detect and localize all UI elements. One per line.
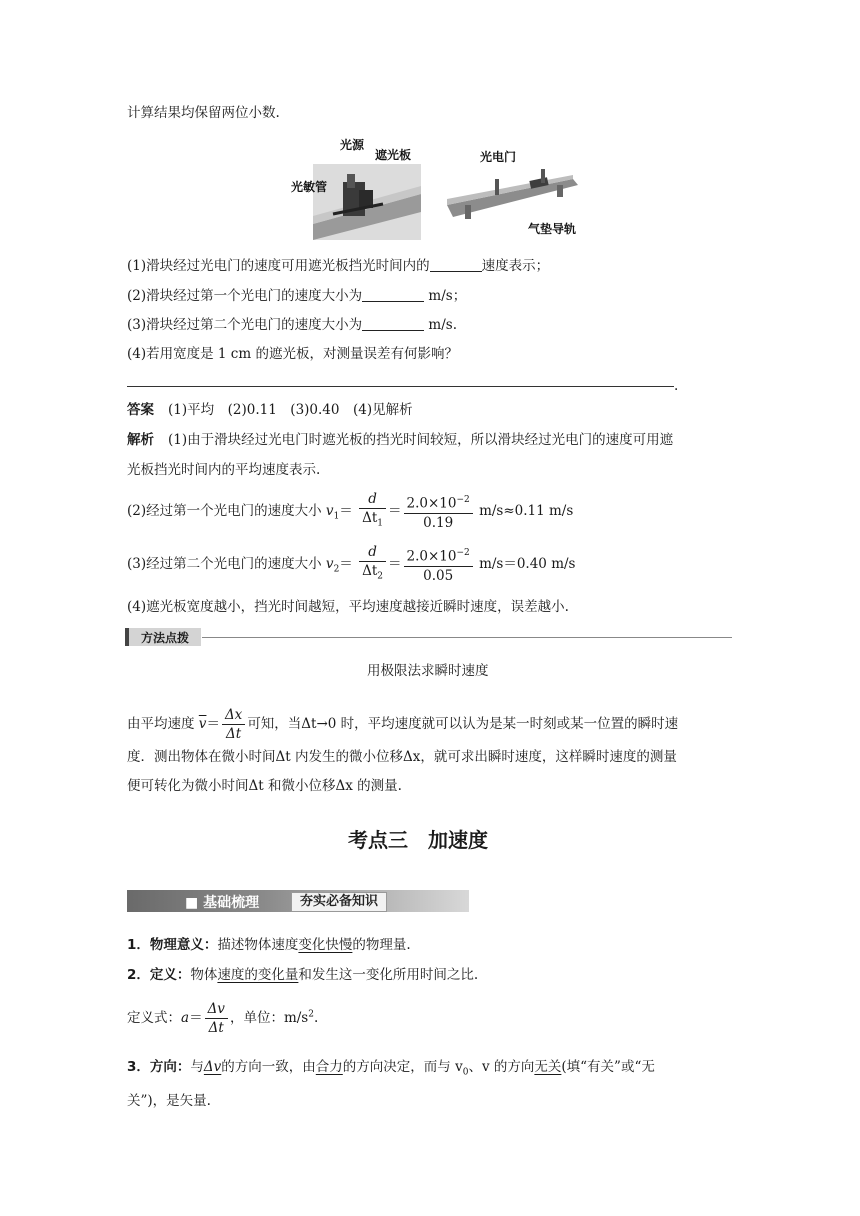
point-2: 2．定义：物体速度的变化量和发生这一变化所用时间之比. <box>127 967 479 983</box>
question-4: (4)若用宽度是 1 cm 的遮光板，对测量误差有何影响？ <box>127 346 458 362</box>
method-paragraph-1: 由平均速度 $\overline{v}=$ $\frac{\Delta x}{\Delta t}$ 可知，当Δt→0 时，平均速度就可以认为是某一时刻或某一位置的瞬时速 <box>127 707 679 742</box>
point-1: 1．物理意义：描述物体速度变化快慢的物理量. <box>127 937 411 953</box>
analysis-line-3: (2)经过第一个光电门的速度大小 $v_1=$ $\frac{d}{\Delta t_1}$ ＝ $\frac{2.0\times 10^{-2}}{0.19}$ m/s≈0.11 m/s <box>127 490 573 533</box>
answer-row: 答案 (1)平均 (2)0.11 (3)0.40 (4)见解析 <box>127 402 413 418</box>
air-track-photo <box>445 165 580 225</box>
fraction-value-2: $\frac{2.0\times 10^{-2}}{0.05}$ <box>404 544 473 585</box>
method-title: 用极限法求瞬时速度 <box>367 663 489 679</box>
definition-formula: 定义式：a＝ $\frac{\Delta v}{\Delta t}$ ，单位：$m/s^2$. <box>127 1001 319 1036</box>
analysis-line-2: 光板挡光时间内的平均速度表示. <box>127 462 321 478</box>
intro-line: 计算结果均保留两位小数. <box>127 105 280 121</box>
question-1: (1)滑块经过光电门的速度可用遮光板挡光时间内的 速度表示； <box>127 258 550 274</box>
fraction-d-over-dt1: $\frac{d}{\Delta t_1}$ <box>359 490 386 533</box>
point-3: 3．方向：与Δv的方向一致，由合力的方向决定，而与 $v_0$、v 的方向无关(填“有关”或“无 <box>127 1059 655 1078</box>
photoelectric-sensor-photo <box>313 164 421 240</box>
section-title: 考点三 加速度 <box>348 828 488 852</box>
fraction-dx-over-dt: $\frac{\Delta x}{\Delta t}$ <box>222 706 245 743</box>
fraction-d-over-dt2: $\frac{d}{\Delta t_2}$ <box>359 543 386 586</box>
label-shading-plate: 遮光板 <box>375 148 412 162</box>
analysis-line-1: 解析 (1)由于滑块经过光电门时遮光板的挡光时间较短，所以滑块经过光电门的速度可用遮 <box>127 432 674 448</box>
analysis-line-4: (3)经过第二个光电门的速度大小 $v_2=$ $\frac{d}{\Delta t_2}$ ＝ $\frac{2.0\times 10^{-2}}{0.05}$ m/s＝0.40 m/s <box>127 543 575 586</box>
fraction-dv-over-dt: $\frac{\Delta v}{\Delta t}$ <box>205 1000 228 1037</box>
label-photosensitive-tube: 光敏管 <box>291 180 328 194</box>
method-paragraph-2: 度．测出物体在微小时间Δt 内发生的微小位移Δx，就可求出瞬时速度，这样瞬时速度的测量 <box>127 749 677 765</box>
answer-blank <box>430 257 482 272</box>
question-2: (2)滑块经过第一个光电门的速度大小为 m/s； <box>127 288 467 304</box>
question-3: (3)滑块经过第二个光电门的速度大小为 m/s. <box>127 317 457 333</box>
method-paragraph-3: 便可转化为微小时间Δt 和微小位移Δx 的测量. <box>127 778 402 794</box>
point-3-continued: 关”)，是矢量. <box>127 1093 211 1109</box>
label-air-track: 气垫导轨 <box>528 222 577 236</box>
analysis-line-5: (4)遮光板宽度越小，挡光时间越短，平均速度越接近瞬时速度，误差越小. <box>127 599 569 615</box>
answer-blank <box>362 287 424 302</box>
method-tag-marker <box>125 628 129 646</box>
label-light-source: 光源 <box>340 138 365 152</box>
answer-blank <box>362 316 424 331</box>
answer-line-end: . <box>674 378 679 394</box>
label-photogate: 光电门 <box>480 150 517 164</box>
method-tag: 方法点拨 <box>127 628 201 646</box>
method-rule <box>202 637 732 638</box>
basics-banner: ■ 基础梳理 夯实必备知识 <box>127 890 469 912</box>
answer-line <box>127 386 674 387</box>
fraction-value-1: $\frac{2.0\times 10^{-2}}{0.19}$ <box>404 491 473 532</box>
